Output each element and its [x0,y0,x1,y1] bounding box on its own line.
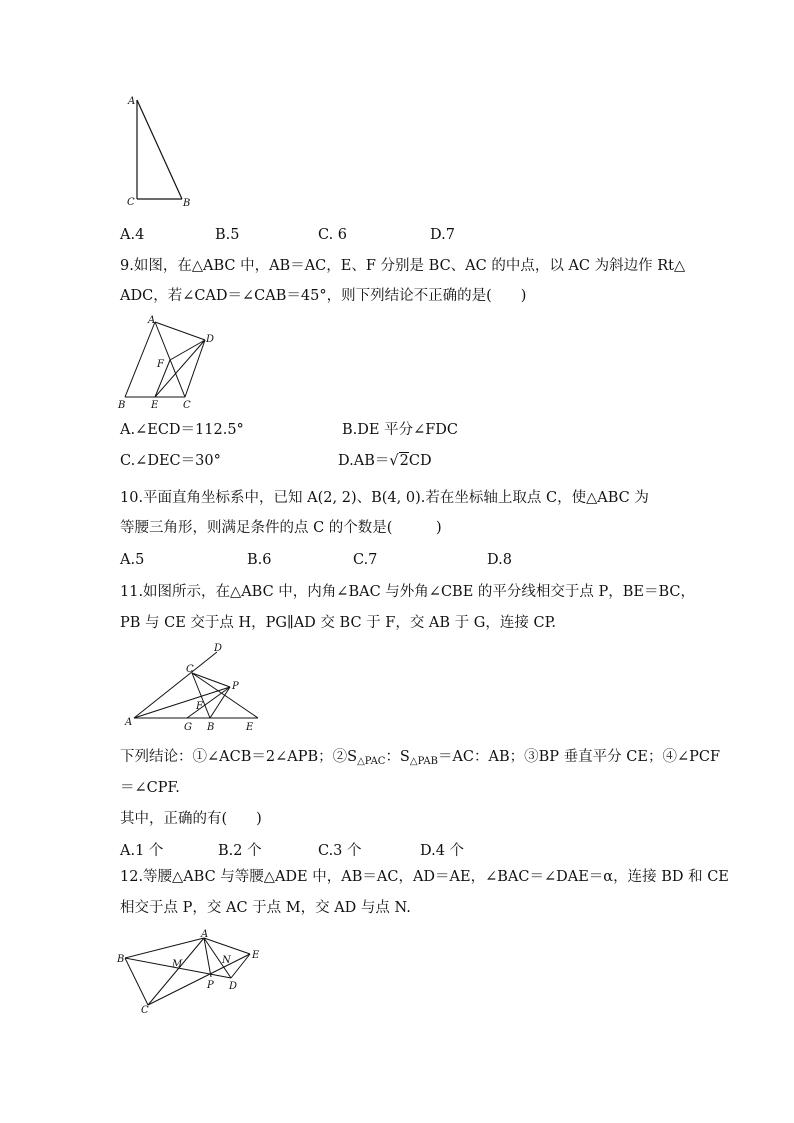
q9-option-d-prefix: D.AB＝ [338,453,390,469]
q11-label-a: A [125,717,133,728]
q8-label-b: B [183,198,191,209]
q9-label-c: C [183,400,191,411]
q11-label-c: C [186,664,194,675]
q9-label-f: F [157,359,164,370]
q8-triangle-figure [120,92,200,212]
q11-conclusion-part-c: ＝AC：AB；③BP 垂直平分 CE；④∠PCF [437,749,721,765]
q10-option-a[interactable]: A.5 [120,552,145,568]
q9-label-b: B [118,400,126,411]
q9-option-c[interactable]: C.∠DEC＝30° [120,453,221,469]
q11-question-line1: 11.如图所示，在△ABC 中，内角∠BAC 与外角∠CBE 的平分线相交于点 P，BE＝BC， [120,584,696,600]
q11-label-p: P [232,681,239,692]
q11-option-d[interactable]: D.4 个 [420,843,465,859]
q11-question-line2: PB 与 CE 交于点 H，PG∥AD 交 BC 于 F，交 AB 于 G，连接 CP. [120,615,556,631]
q11-label-f: F [196,701,203,712]
q12-question-line2: 相交于点 P，交 AC 于点 M，交 AD 与点 N. [120,900,411,916]
q11-conclusion-part-b: ：S [385,749,410,765]
q12-question-line1: 12.等腰△ABC 与等腰△ADE 中，AB＝AC，AD＝AE，∠BAC＝∠DAE＝α，连接 BD 和 CE [120,869,729,885]
q10-option-d[interactable]: D.8 [487,552,512,568]
q8-option-b[interactable]: B.5 [215,227,240,243]
q10-question-line2: 等腰三角形，则满足条件的点 C 的个数是( ) [120,520,442,536]
q8-label-c: C [127,197,135,208]
q9-label-d: D [206,334,215,345]
q11-conclusions-line2: ＝∠CPF. [120,780,180,796]
q9-question-line2: ADC，若∠CAD＝∠CAB＝45°，则下列结论不正确的是( ) [120,288,527,304]
q11-question-prompt: 其中，正确的有( ) [120,811,262,827]
q12-label-p: P [207,980,214,991]
q8-option-d[interactable]: D.7 [430,227,455,243]
q11-subscript-pac: △PAC [357,756,386,767]
q9-option-a[interactable]: A.∠ECD＝112.5° [120,422,244,438]
q10-option-c[interactable]: C.7 [353,552,378,568]
q9-label-a: A [148,315,156,326]
q8-option-a[interactable]: A.4 [120,227,145,243]
q9-option-b[interactable]: B.DE 平分∠FDC [342,422,459,438]
q12-label-c: C [141,1005,149,1016]
q8-option-c[interactable]: C. 6 [318,227,348,243]
q11-conclusions-line1 [120,747,720,772]
q12-label-n: N [222,955,231,966]
q10-question-line1: 10.平面直角坐标系中，已知 A(2, 2)、B(4, 0).若在坐标轴上取点 C，使△ABC 为 [120,490,649,506]
sqrt-symbol: √2 [389,453,409,469]
q9-option-d[interactable] [338,451,432,471]
q9-label-e: E [151,400,159,411]
q11-option-a[interactable]: A.1 个 [120,843,164,859]
q12-label-m: M [172,959,183,970]
q11-option-b[interactable]: B.2 个 [218,843,262,859]
q11-label-d: D [214,643,223,654]
q11-option-c[interactable]: C.3 个 [318,843,362,859]
q11-subscript-pab: △PAB [409,756,438,767]
q9-figure [115,312,225,412]
q8-label-a: A [128,96,136,107]
q12-label-a: A [201,929,209,940]
q11-figure [122,645,272,735]
q12-label-d: D [229,981,238,992]
q11-label-e: E [246,722,254,733]
q12-label-b: B [117,954,125,965]
q11-conclusion-part-a: 下列结论：①∠ACB＝2∠APB；②S [120,749,358,765]
q12-figure [115,928,275,1018]
q11-label-g: G [184,722,192,733]
q12-label-e: E [252,950,260,961]
q10-option-b[interactable]: B.6 [247,552,272,568]
q11-label-b: B [207,722,215,733]
q9-option-d-suffix: CD [408,453,432,469]
q9-option-d-radicand: 2 [399,453,409,469]
q9-question-line1: 9.如图，在△ABC 中，AB＝AC，E、F 分别是 BC、AC 的中点，以 AC 为斜边作 Rt△ [120,258,686,274]
